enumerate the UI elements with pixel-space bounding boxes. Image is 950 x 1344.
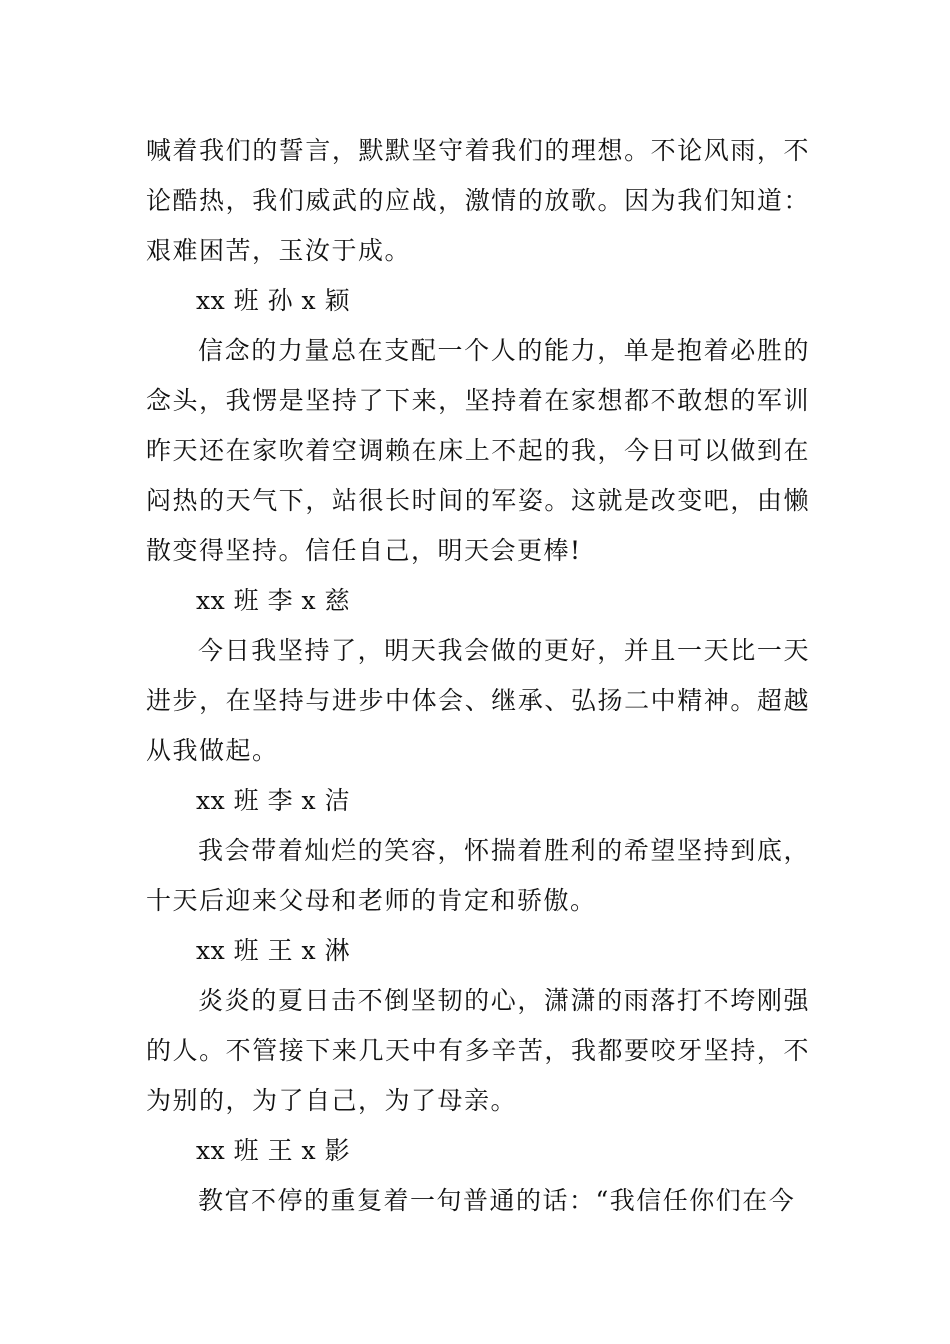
paragraph-1: 喊着我们的誓言，默默坚守着我们的理想。不论风雨，不论酷热，我们威武的应战，激情的放歌。因为我们知道：艰难困苦，玉汝于成。 xyxy=(146,136,810,265)
paragraph-4: 我会带着灿烂的笑容，怀揣着胜利的希望坚持到底，十天后迎来父母和老师的肯定和骄傲。 xyxy=(146,836,810,915)
paragraph-3: 今日我坚持了，明天我会做的更好，并且一天比一天进步，在坚持与进步中体会、继承、弘扬二中精神。超越从我做起。 xyxy=(146,636,810,765)
signature-2: xx 班 李 x 慈 xyxy=(196,586,351,615)
document-body xyxy=(146,126,810,1226)
signature-5: xx 班 王 x 影 xyxy=(196,1136,351,1165)
paragraph-5: 炎炎的夏日击不倒坚韧的心，潇潇的雨落打不垮刚强的人。不管接下来几天中有多辛苦，我都要咬牙坚持，不为别的，为了自己，为了母亲。 xyxy=(146,986,810,1115)
paragraph-6: 教官不停的重复着一句普通的话：“我信任你们在今 xyxy=(198,1186,796,1215)
signature-1: xx 班 孙 x 颖 xyxy=(196,286,351,315)
signature-3: xx 班 李 x 洁 xyxy=(196,786,351,815)
paragraph-2: 信念的力量总在支配一个人的能力，单是抱着必胜的念头，我愣是坚持了下来，坚持着在家想都不敢想的军训昨天还在家吹着空调赖在床上不起的我，今日可以做到在闷热的天气下，站很长时间的军姿。这就是改变吧，由懒散变得坚持。信任自己，明天会更棒! xyxy=(146,336,810,565)
signature-4: xx 班 王 x 淋 xyxy=(196,936,351,965)
